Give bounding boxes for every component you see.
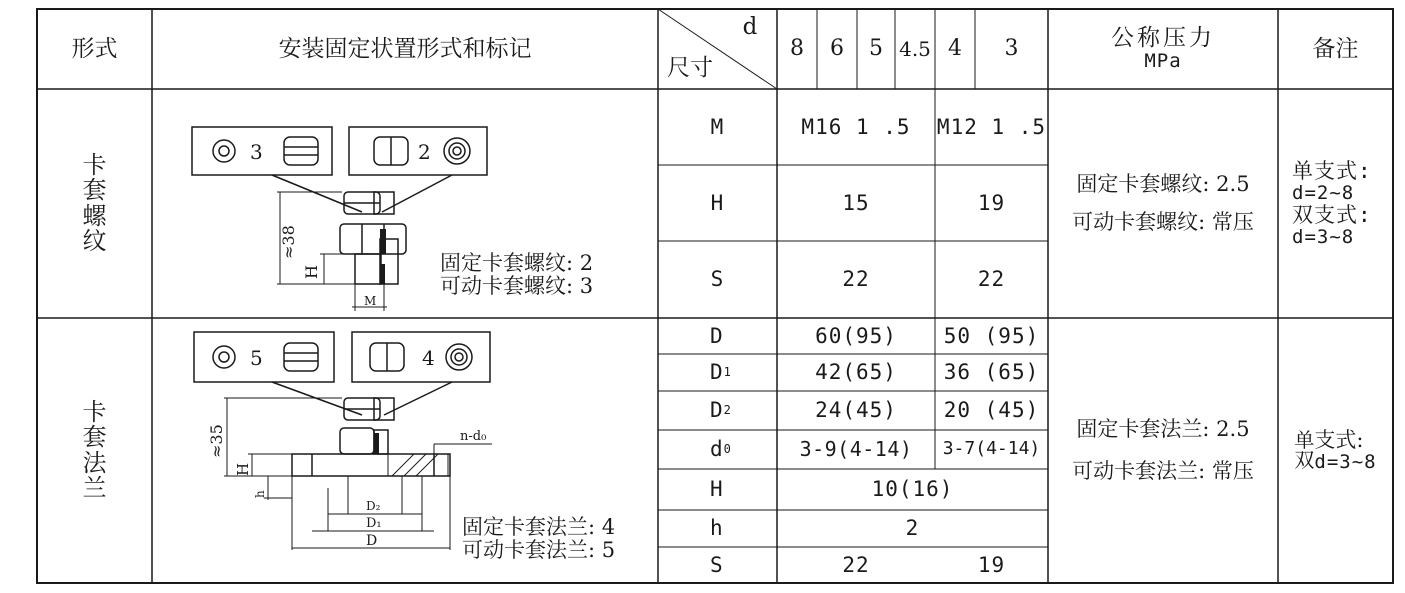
row-name-text: D bbox=[710, 323, 724, 348]
row-name-S bbox=[658, 547, 777, 583]
dim-d2-label: D₂ bbox=[366, 499, 381, 513]
remark-line: 支式: bbox=[1314, 427, 1364, 452]
row-name-S: S bbox=[710, 267, 725, 292]
row-name-d0 bbox=[658, 430, 777, 469]
dim-h-label: H bbox=[302, 265, 321, 279]
row-value: 2 bbox=[905, 516, 920, 541]
remark-line: d=3~8 bbox=[1314, 450, 1377, 473]
row-name-D bbox=[658, 318, 777, 354]
row-value: 50 (95) bbox=[943, 323, 1040, 348]
dim-m-label: M bbox=[364, 294, 377, 308]
header-d-value: 6 bbox=[830, 36, 844, 62]
dim-d1-label: D₁ bbox=[366, 516, 382, 531]
header-diag-size: 尺寸 bbox=[667, 54, 713, 81]
pressure-line: 固定卡套螺纹: 2.5 bbox=[1076, 172, 1250, 197]
row-value: 60(95) bbox=[815, 323, 897, 348]
row-name-text: D bbox=[710, 398, 724, 423]
header-d-value: 5 bbox=[869, 36, 883, 62]
section2-form-label bbox=[37, 318, 152, 583]
row-name-text: S bbox=[710, 552, 724, 577]
row-value: 19 bbox=[977, 190, 1006, 215]
dim-height-label: ≈35 bbox=[207, 424, 226, 458]
remark-line: 双支式: bbox=[1292, 202, 1372, 227]
header-pressure bbox=[1048, 9, 1278, 89]
row-name-sub: 2 bbox=[723, 402, 732, 417]
section1-pressure bbox=[1048, 89, 1278, 318]
row-name-text: H bbox=[710, 477, 724, 502]
row-value: 22 bbox=[977, 267, 1006, 292]
remark-line: d=3~8 bbox=[1292, 225, 1355, 248]
row-value: 15 bbox=[842, 190, 870, 215]
form-char: 螺 bbox=[82, 201, 107, 230]
row-value: 3-9(4-14) bbox=[799, 437, 913, 461]
dim-d-label: D bbox=[366, 533, 378, 549]
section1-form-label bbox=[37, 89, 152, 318]
dim-height-label: ≈38 bbox=[279, 225, 298, 259]
row-name-D1 bbox=[658, 354, 777, 391]
row-value: 22 bbox=[842, 552, 870, 577]
remark-block bbox=[1294, 428, 1376, 474]
header-pressure-unit: MPa bbox=[1144, 50, 1182, 73]
dim-small-h-label: h bbox=[253, 490, 267, 498]
legend-line: 固定卡套螺纹: 2 bbox=[440, 250, 594, 275]
row-name-h bbox=[658, 510, 777, 547]
row-name-D2 bbox=[658, 391, 777, 430]
row-value: 10(16) bbox=[871, 477, 954, 502]
remark-char: 双 bbox=[1294, 448, 1315, 473]
row-value: 19 bbox=[977, 552, 1006, 577]
tag-number: 5 bbox=[250, 346, 263, 370]
row-name-text: D bbox=[710, 360, 724, 385]
tag-number: 2 bbox=[418, 140, 431, 164]
tag-number: 3 bbox=[250, 140, 263, 164]
remark-text bbox=[1314, 428, 1376, 474]
form-char: 法 bbox=[82, 448, 107, 477]
legend-line: 可动卡套螺纹: 3 bbox=[440, 274, 594, 298]
form-char: 兰 bbox=[82, 473, 107, 502]
row-name-H: H bbox=[710, 190, 725, 215]
header-d-value: 3 bbox=[1004, 36, 1019, 62]
row-name-M: M bbox=[710, 114, 725, 139]
row-name-sub: 1 bbox=[723, 364, 732, 379]
row-name-H bbox=[658, 469, 777, 510]
row-value: 36 (65) bbox=[943, 360, 1040, 385]
legend-line: 可动卡套法兰: 5 bbox=[462, 538, 616, 562]
header-form: 形式 bbox=[71, 35, 118, 62]
form-char: 卡 bbox=[82, 151, 107, 180]
header-pressure-title: 公称压力 bbox=[1111, 24, 1215, 51]
form-char: 纹 bbox=[82, 226, 107, 255]
section2-legend bbox=[462, 512, 652, 566]
row-value: 42(65) bbox=[815, 360, 897, 385]
row-value: M12 1 .5 bbox=[936, 114, 1047, 139]
header-diag-d: d bbox=[742, 13, 758, 40]
remark-line: 单支式: bbox=[1292, 158, 1372, 183]
section2-pressure bbox=[1048, 318, 1278, 583]
row-value: 3-7(4-14) bbox=[942, 438, 1041, 460]
row-name-text: d bbox=[710, 437, 724, 462]
section1-remark bbox=[1278, 89, 1393, 318]
header-install: 安装固定状置形式和标记 bbox=[278, 35, 532, 62]
header-d-value: 4 bbox=[948, 36, 962, 62]
header-d-value: 4.5 bbox=[899, 36, 931, 61]
remark-char: 单 bbox=[1294, 428, 1315, 453]
row-value: M16 1 .5 bbox=[801, 114, 911, 139]
dim-h-label: H bbox=[234, 462, 252, 476]
row-name-sub: 0 bbox=[723, 441, 732, 456]
row-name-text: h bbox=[710, 516, 724, 541]
remark-stack bbox=[1294, 428, 1315, 473]
remark-line: d=2~8 bbox=[1292, 181, 1355, 204]
row-value: 22 bbox=[842, 267, 870, 292]
tag-number: 4 bbox=[422, 346, 435, 370]
row-value: 24(45) bbox=[815, 398, 897, 423]
pressure-line: 可动卡套法兰: 常压 bbox=[1072, 458, 1254, 483]
pressure-line: 可动卡套螺纹: 常压 bbox=[1072, 209, 1254, 234]
form-char: 套 bbox=[82, 176, 107, 205]
header-remark: 备注 bbox=[1312, 35, 1359, 62]
section1-legend bbox=[440, 248, 650, 302]
form-char: 套 bbox=[82, 423, 107, 452]
form-char: 卡 bbox=[82, 398, 107, 427]
dim-nd-label: n-d₀ bbox=[460, 429, 487, 444]
row-value: 20 (45) bbox=[943, 398, 1040, 423]
section2-remark bbox=[1278, 318, 1393, 583]
header-d-value: 8 bbox=[790, 36, 804, 62]
pressure-line: 固定卡套法兰: 2.5 bbox=[1076, 417, 1250, 442]
legend-line: 固定卡套法兰: 4 bbox=[462, 514, 616, 539]
